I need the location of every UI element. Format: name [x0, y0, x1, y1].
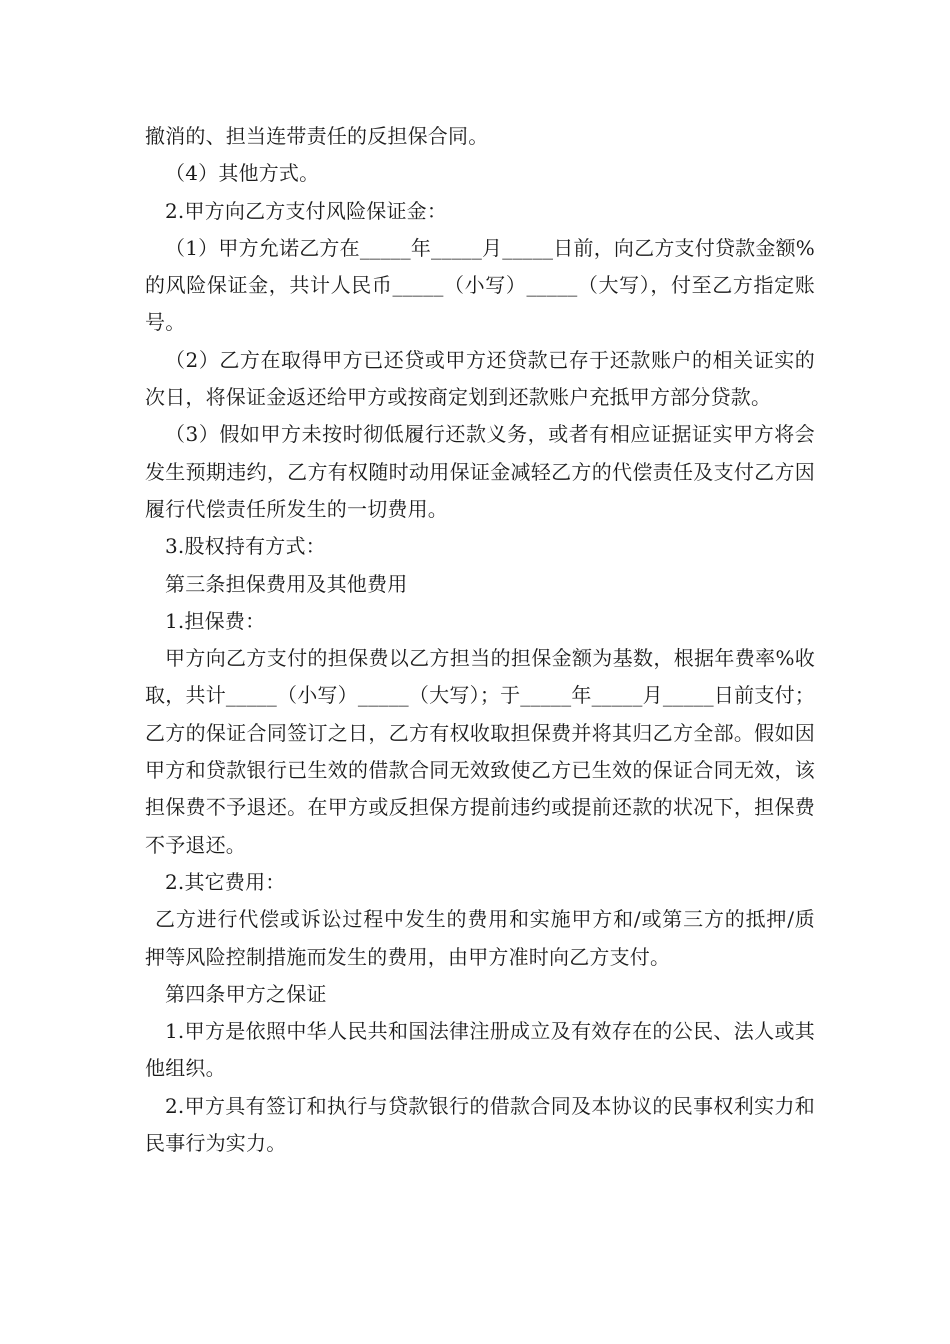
paragraph-3: 2.甲方向乙方支付风险保证金：: [165, 198, 448, 223]
paragraph-5: （2）乙方在取得甲方已还贷或甲方还贷款已存于还款账户的相关证实的次日，将保证金返还给甲方或按商定划到还款账户充抵甲方部分贷款。: [145, 347, 815, 410]
document-body: [145, 118, 815, 1162]
paragraph-12: 乙方进行代偿或诉讼过程中发生的费用和实施甲方和/或第三方的抵押/质押等风险控制措施而发生的费用，由甲方准时向乙方支付。: [145, 907, 815, 969]
paragraph-1: 撤消的、担当连带责任的反担保合同。: [145, 124, 489, 148]
paragraph-14: 1.甲方是依照中华人民共和国法律注册成立及有效存在的公民、法人或其他组织。: [145, 1019, 815, 1081]
paragraph-6: （3）假如甲方未按时彻低履行还款义务，或者有相应证据证实甲方将会发生预期违约，乙方有权随时动用保证金减轻乙方的代偿责任及支付乙方因履行代偿责任所发生的一切费用。: [145, 422, 815, 521]
paragraph-13: 第四条甲方之保证: [165, 981, 327, 1006]
paragraph-2: （4）其他方式。: [165, 161, 320, 186]
paragraph-7: 3.股权持有方式：: [165, 534, 326, 559]
paragraph-8: 第三条担保费用及其他费用: [165, 571, 408, 596]
paragraph-9: 1.担保费：: [165, 608, 266, 633]
paragraph-15: 2.甲方具有签订和执行与贷款银行的借款合同及本协议的民事权利实力和民事行为实力。: [145, 1093, 815, 1156]
paragraph-11: 2.其它费用：: [165, 869, 286, 894]
paragraph-10: 甲方向乙方支付的担保费以乙方担当的担保金额为基数，根据年费率%收取，共计_____（小写）_____（大写）；于_____年_____月_____日前支付；乙方的保证合同签订之日，乙方有权收取担保费并将其归乙方全部。假如因甲方和贷款银行已生效的借款合同无效致使乙方已生效的保证合同无效，该担保费不予退还。在甲方或反担保方提前违约或提前还款的状况下，担保费不予退还。: [145, 646, 815, 857]
paragraph-4: （1）甲方允诺乙方在_____年_____月_____日前，向乙方支付贷款金额%的风险保证金，共计人民币_____（小写）_____（大写），付至乙方指定账号。: [145, 235, 815, 335]
